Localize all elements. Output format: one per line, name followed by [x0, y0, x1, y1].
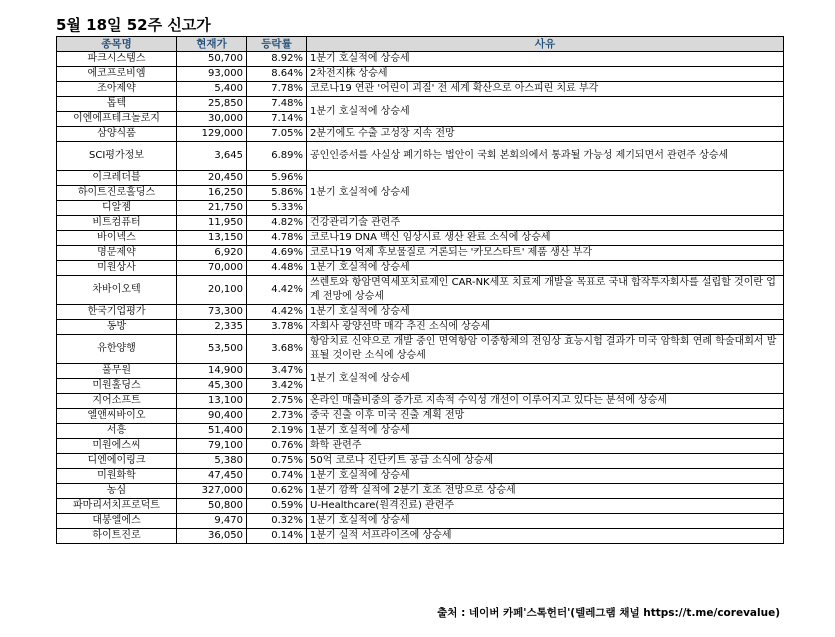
- cell-change-rate: 3.42%: [247, 379, 307, 394]
- cell-price: 25,850: [177, 97, 247, 112]
- cell-price: 93,000: [177, 67, 247, 82]
- table-row: [57, 469, 784, 484]
- table-row: [57, 439, 784, 454]
- table-row: [57, 335, 784, 364]
- cell-reason: 중국 진출 이후 미국 진출 계획 전망: [307, 409, 784, 424]
- cell-reason: 2차전지株 상승세: [307, 67, 784, 82]
- cell-price: 47,450: [177, 469, 247, 484]
- cell-reason: 자회사 광양선박 매각 추진 소식에 상승세: [307, 320, 784, 335]
- cell-change-rate: 0.59%: [247, 499, 307, 514]
- cell-stock-name: 삼양식품: [57, 127, 177, 142]
- cell-change-rate: 4.69%: [247, 246, 307, 261]
- cell-price: 13,100: [177, 394, 247, 409]
- cell-stock-name: 한국기업평가: [57, 305, 177, 320]
- table-row: [57, 499, 784, 514]
- column-header-reason: 사유: [307, 37, 784, 52]
- cell-change-rate: 6.89%: [247, 142, 307, 171]
- table-row: [57, 216, 784, 231]
- page-title: 5월 18일 52주 신고가: [56, 16, 211, 34]
- cell-price: 30,000: [177, 112, 247, 127]
- cell-stock-name: 바이넥스: [57, 231, 177, 246]
- cell-change-rate: 0.74%: [247, 469, 307, 484]
- cell-price: 327,000: [177, 484, 247, 499]
- cell-price: 53,500: [177, 335, 247, 364]
- cell-reason: 화학 관련주: [307, 439, 784, 454]
- cell-stock-name: 이엔에프테크놀로지: [57, 112, 177, 127]
- cell-stock-name: 톱텍: [57, 97, 177, 112]
- cell-price: 129,000: [177, 127, 247, 142]
- cell-price: 79,100: [177, 439, 247, 454]
- cell-stock-name: 명문제약: [57, 246, 177, 261]
- table-row: [57, 246, 784, 261]
- cell-reason: 코로나19 연관 '어린이 괴질' 전 세계 확산으로 아스피린 치료 부각: [307, 82, 784, 97]
- table-row: [57, 82, 784, 97]
- cell-change-rate: 3.68%: [247, 335, 307, 364]
- cell-stock-name: 미원홀딩스: [57, 379, 177, 394]
- cell-stock-name: 유한양행: [57, 335, 177, 364]
- table-row: [57, 276, 784, 305]
- cell-change-rate: 7.05%: [247, 127, 307, 142]
- cell-reason: 2분기에도 수출 고성장 지속 전망: [307, 127, 784, 142]
- cell-change-rate: 4.78%: [247, 231, 307, 246]
- cell-change-rate: 0.62%: [247, 484, 307, 499]
- cell-price: 20,450: [177, 171, 247, 186]
- table-row: [57, 409, 784, 424]
- cell-reason: 쓰렌토와 항암면역세포치료제인 CAR-NK세포 치료제 개발을 목표로 국내 합작투자회사를 설립할 것이란 업계 전망에 상승세: [307, 276, 784, 305]
- stock-table: [56, 36, 784, 544]
- cell-reason: 온라인 매출비중의 증가로 지속적 수익성 개선이 이루어지고 있다는 분석에 상승세: [307, 394, 784, 409]
- cell-reason: 1분기 호실적에 상승세: [307, 469, 784, 484]
- cell-change-rate: 0.76%: [247, 439, 307, 454]
- cell-change-rate: 5.86%: [247, 186, 307, 201]
- cell-change-rate: 8.92%: [247, 52, 307, 67]
- cell-price: 11,950: [177, 216, 247, 231]
- table-row: [57, 67, 784, 82]
- cell-reason: 1분기 호실적에 상승세: [307, 52, 784, 67]
- cell-reason: 코로나19 억제 후보물질로 거론되는 '카모스타트' 제품 생산 부각: [307, 246, 784, 261]
- table-row: [57, 424, 784, 439]
- cell-reason: 건강관리기술 관련주: [307, 216, 784, 231]
- table-row: [57, 320, 784, 335]
- cell-stock-name: 지어소프트: [57, 394, 177, 409]
- table-row: [57, 394, 784, 409]
- cell-price: 45,300: [177, 379, 247, 394]
- table-row: [57, 261, 784, 276]
- cell-stock-name: 디엔에이링크: [57, 454, 177, 469]
- cell-reason: 50억 코로나 진단키트 공급 소식에 상승세: [307, 454, 784, 469]
- cell-price: 13,150: [177, 231, 247, 246]
- column-header-price: 현재가: [177, 37, 247, 52]
- cell-stock-name: 파크시스템스: [57, 52, 177, 67]
- source-credit: 출처 : 네이버 카페'스톡헌터'(텔레그램 채널 https://t.me/corevalue): [437, 607, 780, 619]
- cell-change-rate: 4.42%: [247, 305, 307, 320]
- cell-price: 9,470: [177, 514, 247, 529]
- cell-price: 50,700: [177, 52, 247, 67]
- cell-stock-name: 파마리서치프로덕트: [57, 499, 177, 514]
- table-row: [57, 171, 784, 186]
- cell-stock-name: 차바이오텍: [57, 276, 177, 305]
- cell-stock-name: SCI평가정보: [57, 142, 177, 171]
- column-header-name: 종목명: [57, 37, 177, 52]
- cell-reason: 코로나19 DNA 백신 임상시료 생산 완료 소식에 상승세: [307, 231, 784, 246]
- cell-change-rate: 5.33%: [247, 201, 307, 216]
- cell-stock-name: 농심: [57, 484, 177, 499]
- cell-price: 6,920: [177, 246, 247, 261]
- cell-stock-name: 풀무원: [57, 364, 177, 379]
- cell-change-rate: 0.32%: [247, 514, 307, 529]
- cell-change-rate: 7.48%: [247, 97, 307, 112]
- cell-change-rate: 2.73%: [247, 409, 307, 424]
- cell-change-rate: 3.78%: [247, 320, 307, 335]
- cell-stock-name: 미원화학: [57, 469, 177, 484]
- cell-price: 51,400: [177, 424, 247, 439]
- cell-reason: 1분기 깜짝 실적에 2분기 호조 전망으로 상승세: [307, 484, 784, 499]
- cell-reason: 공인인증서를 사실상 폐기하는 법안이 국회 본회의에서 통과될 가능성 제기되면서 관련주 상승세: [307, 142, 784, 171]
- cell-price: 16,250: [177, 186, 247, 201]
- table-row: [57, 364, 784, 379]
- cell-reason: 1분기 호실적에 상승세: [307, 514, 784, 529]
- cell-change-rate: 4.82%: [247, 216, 307, 231]
- cell-reason: 1분기 호실적에 상승세: [307, 171, 784, 216]
- cell-price: 2,335: [177, 320, 247, 335]
- cell-change-rate: 3.47%: [247, 364, 307, 379]
- cell-reason: 1분기 호실적에 상승세: [307, 424, 784, 439]
- cell-reason: 1분기 실적 서프라이즈에 상승세: [307, 529, 784, 544]
- cell-change-rate: 2.19%: [247, 424, 307, 439]
- cell-stock-name: 조아제약: [57, 82, 177, 97]
- cell-reason: 항암치료 신약으로 개발 중인 면역항암 이중항체의 전임상 효능시험 결과가 미국 암학회 연례 학술대회서 발표될 것이란 소식에 상승세: [307, 335, 784, 364]
- table-row: [57, 305, 784, 320]
- cell-stock-name: 미원상사: [57, 261, 177, 276]
- cell-stock-name: 엘앤씨바이오: [57, 409, 177, 424]
- cell-reason: 1분기 호실적에 상승세: [307, 261, 784, 276]
- cell-change-rate: 4.48%: [247, 261, 307, 276]
- cell-stock-name: 에코프로비엠: [57, 67, 177, 82]
- cell-price: 20,100: [177, 276, 247, 305]
- cell-stock-name: 비트컴퓨터: [57, 216, 177, 231]
- cell-reason: 1분기 호실적에 상승세: [307, 97, 784, 127]
- table-row: [57, 484, 784, 499]
- cell-price: 73,300: [177, 305, 247, 320]
- cell-stock-name: 하이트진로홀딩스: [57, 186, 177, 201]
- cell-change-rate: 5.96%: [247, 171, 307, 186]
- cell-stock-name: 동방: [57, 320, 177, 335]
- cell-stock-name: 서흥: [57, 424, 177, 439]
- cell-change-rate: 7.14%: [247, 112, 307, 127]
- table-row: [57, 514, 784, 529]
- cell-change-rate: 2.75%: [247, 394, 307, 409]
- table-row: [57, 231, 784, 246]
- table-header: [57, 37, 784, 52]
- cell-stock-name: 대봉엘에스: [57, 514, 177, 529]
- cell-reason: 1분기 호실적에 상승세: [307, 305, 784, 320]
- cell-price: 5,380: [177, 454, 247, 469]
- table-body: [57, 52, 784, 544]
- cell-price: 50,800: [177, 499, 247, 514]
- cell-price: 36,050: [177, 529, 247, 544]
- cell-change-rate: 7.78%: [247, 82, 307, 97]
- cell-price: 90,400: [177, 409, 247, 424]
- cell-price: 14,900: [177, 364, 247, 379]
- cell-change-rate: 0.75%: [247, 454, 307, 469]
- cell-reason: 1분기 호실적에 상승세: [307, 364, 784, 394]
- cell-stock-name: 하이트진로: [57, 529, 177, 544]
- cell-price: 3,645: [177, 142, 247, 171]
- table-row: [57, 142, 784, 171]
- cell-stock-name: 이크레더블: [57, 171, 177, 186]
- table-row: [57, 454, 784, 469]
- table-row: [57, 97, 784, 112]
- cell-stock-name: 미원에스씨: [57, 439, 177, 454]
- cell-price: 21,750: [177, 201, 247, 216]
- cell-stock-name: 디알젬: [57, 201, 177, 216]
- cell-change-rate: 4.42%: [247, 276, 307, 305]
- table-row: [57, 529, 784, 544]
- cell-reason: U-Healthcare(원격진료) 관련주: [307, 499, 784, 514]
- cell-price: 5,400: [177, 82, 247, 97]
- column-header-rate: 등락률: [247, 37, 307, 52]
- table-row: [57, 127, 784, 142]
- cell-change-rate: 0.14%: [247, 529, 307, 544]
- cell-change-rate: 8.64%: [247, 67, 307, 82]
- table-row: [57, 52, 784, 67]
- cell-price: 70,000: [177, 261, 247, 276]
